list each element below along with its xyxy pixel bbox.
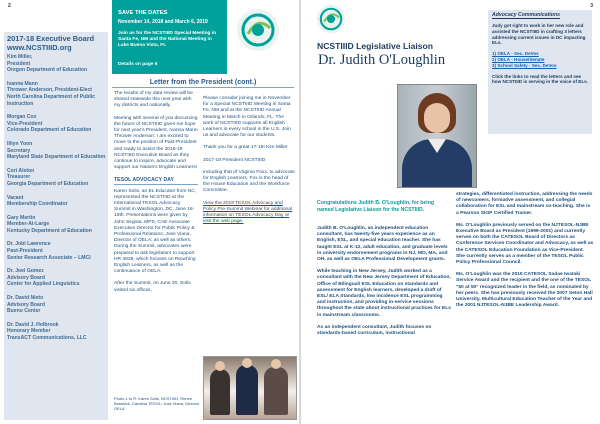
- board-member-role: Past-President: [7, 248, 43, 255]
- board-member-role: Honorary Member: [7, 328, 51, 335]
- bio-paragraph: strategies, differentiated instruction, addressing the needs of newcomers, formative assessment, and collegial collaboration for ESL and mainstream co-teaching. She is a Pearson SIOP Certified Trainer.: [456, 192, 593, 216]
- letter-paragraph: Please consider joining me in November for a Special NCSTIIID Meeting in Santa Fe, NM and at the NCSTIIID Annual Meeting in March in Orlando, FL. The work of NCSTIIID supports all English Learners in every school in the U.S. Join us and advocate for our students.: [203, 96, 291, 139]
- board-member-name: Dr. Joel Gomez: [7, 268, 44, 275]
- save-the-dates-box: [112, 0, 227, 74]
- bio-paragraph: Judith B. O'Loughlin, an independent education consultant, has twenty-five years experience as an English, ESL, and special education teacher. She has taught ESL at K-12, adult education, and graduate levels in university endorsement programs in NJ, MO, MA, and OH, as well as OELA Professional Development grants.: [317, 226, 448, 263]
- board-member: [7, 141, 107, 161]
- board-member: [7, 295, 107, 315]
- board-member-org: TransACT Communications, LLC: [7, 335, 87, 341]
- advocacy-intro: Judy got right to work in her new role and assisted the NCSTIIID in crafting 3 letters addressing current issues in DC impacting ELs.: [492, 23, 586, 46]
- advocacy-communications-box: [488, 10, 592, 134]
- board-member-name: Dr. David J. Holbrook: [7, 321, 59, 328]
- bio-column-1: [317, 226, 451, 343]
- board-member: [7, 81, 107, 107]
- judith-oloughlin-portrait: [397, 84, 477, 188]
- board-member-role: Secretary: [7, 147, 31, 154]
- bio-paragraph: Ms. O'Loughlin was the 2015 CATESOL Sadae Iwataki Service Award and the recipient and the one of the TESOL "50 at 50" recognized leader in the field, as nominated by her peers. She has previously received the 2007 Seton Hall University, Multicultural Education Teacher of the Year and the 2001 NJTESOL-NJBE Leadership Award.: [456, 272, 593, 309]
- board-member-role: Treasurer: [7, 174, 31, 181]
- tesol-paragraph: including that of Virginia Foxx, to advocate for English Learners. Fox is the head of the House Education and the Workforce Committee.: [203, 169, 295, 194]
- board-member-org: Bueno Center: [7, 308, 41, 315]
- right-page: [301, 0, 600, 424]
- tesol-summit-photo: [203, 356, 297, 420]
- letter-paragraph: Meeting with several of you discussing the future of NCSTIIID gives me hope for next year's President, Ivanna Mann Thrower Anderson. I am excited to move to the position of Past-President and ready to assist the 2018-19 NCSTIIID Executive Board as they continue to inspire, advocate and support our Nation's English Learners!: [114, 115, 198, 171]
- letter-link-oela-house-senate[interactable]: 2) OELA - House/Senate: [492, 56, 545, 62]
- board-member-org: Center for Applied Linguistics: [7, 281, 80, 288]
- letter-signature: 2017-18 President NCSTIIID: [203, 157, 266, 163]
- tesol-advocacy-header: TESOL ADVOCACY DAY: [114, 177, 198, 184]
- board-member-role: Membership Coordinator: [7, 201, 68, 208]
- left-page: [0, 0, 299, 424]
- photo-caption: Photo L to R: Karen Solis, NCSTIIID; Renee Bostwick, Carolina TESOL; Jose Viana, Director OELA: [114, 396, 200, 411]
- ncstiiid-logo: [236, 8, 280, 52]
- letter-paragraph: The results of my data review will be shared statewide this next year with my districts and nationally.: [114, 91, 193, 109]
- liaison-name: Dr. Judith O'Loughlin: [318, 52, 446, 68]
- board-member-name: Dr. David Nieto: [7, 295, 44, 302]
- board-member-name: Dr. Jobi Lawrence: [7, 241, 51, 248]
- board-member-role: President: [7, 60, 31, 67]
- advocacy-outro: Click the links to read the letters and see how NCSTIIID is serving in the voice of ELs.: [492, 73, 588, 85]
- save-dates-details-link[interactable]: Details on page 5: [118, 62, 158, 67]
- board-member-role: Member-At-Large: [7, 221, 50, 228]
- board-member-role: Advisory Board: [7, 301, 45, 308]
- webinar-link[interactable]: View the 2018 TESOL Advocacy and Policy Pre-Summit Webinar for additional information on TESOL Advocacy Day or visit the web page.: [203, 200, 293, 225]
- board-member-list: [7, 54, 107, 349]
- board-member-org: Colorado Department of Education: [7, 127, 92, 134]
- save-dates-dates: November 14, 2018 and March 6, 2019: [118, 19, 208, 25]
- letter-header: Letter from the President (cont.): [112, 79, 294, 88]
- letter-signoff: Thank you for a great 17-18! Kim Miller: [203, 145, 288, 151]
- liaison-title: NCSTIIID Legislative Liaison: [317, 41, 434, 51]
- tesol-paragraph: Karen Solis, an EL Educator from NC, represented the NCSTIIID at the International TESOL Advocacy Summit in Washington, DC. June 18-19th. Presentations were given by John Segota, MPS, CAE Associate Executive Director for Public Policy & Professional Relations; Jose Viana, Director of OELA; as well as others. During the Summit, advocates were prepared to ask legislators to support HR 4838, which focuses on Reaching English Learners, as well as the continuance of OELA.: [114, 188, 197, 275]
- board-member-name: Illiyn Yoon: [7, 140, 33, 147]
- board-member-org: North Carolina Department of Public Instruction: [7, 93, 96, 107]
- page-number-right: 3: [590, 3, 593, 9]
- congratulations-text: Congratulations Judith B. O'Loughlin, for being named Legislative Liaison for the NCSTIIID.: [317, 200, 435, 213]
- board-member-role: Thrower Anderson, President-Elect: [7, 87, 93, 94]
- board-member-name: Kim Miller,: [7, 54, 33, 60]
- board-member-name: Cori Alston: [7, 167, 35, 174]
- board-member-org: Kentucky Department of Education: [7, 227, 92, 234]
- board-member: [7, 114, 107, 134]
- tesol-paragraph: After the Summit, on June 20, Solis visited six offices,: [114, 281, 191, 293]
- ncstiiid-logo-small: [316, 4, 346, 34]
- board-member-org: Maryland State Department of Education: [7, 154, 106, 161]
- letter-column-1: [114, 91, 198, 300]
- board-member-org: Senior Research Associate – LMCI: [7, 254, 91, 261]
- executive-board-title: 2017-18 Executive Board www.NCSTIIID.org: [7, 34, 95, 52]
- board-member: [7, 54, 107, 74]
- board-member-name: Ivanna Mann: [7, 80, 38, 87]
- board-member-role: Advisory Board: [7, 274, 45, 281]
- board-member-org: Georgia Department of Education: [7, 180, 89, 187]
- save-dates-title: SAVE THE DATES: [118, 10, 168, 16]
- advocacy-body: [492, 23, 589, 85]
- board-member: [7, 195, 107, 208]
- board-member: [7, 268, 107, 288]
- board-member: [7, 168, 107, 188]
- letter-link-school-safety[interactable]: 3) School Safety - Sec. DeVos: [492, 62, 557, 68]
- page-number-left: 2: [8, 3, 11, 9]
- board-member-name: Gary Martin: [7, 214, 36, 221]
- board-member-name: Vacant: [7, 194, 24, 201]
- executive-board-sidebar: [4, 32, 108, 420]
- board-member-role: Vice-President: [7, 120, 43, 127]
- bio-paragraph: Ms. O'Loughlin previously served on the NJTESOL-NJBE Executive Board as President (1999-2001) and currently serves on both the CATESOL Board of Directors as Conference Services Coordinator and Advocacy, as well as the CATESOL Education Foundation as Vice-President. She currently serves as a member of the TESOL Public Policy Professional Council.: [456, 222, 594, 266]
- board-member-org: Oregon Department of Education: [7, 67, 88, 74]
- board-member: [7, 241, 107, 261]
- save-dates-text: Join us for the NCSTIIID Special Meeting in Santa Fe, NM and the National Meeting in Lake Buena Vista, FL: [118, 31, 217, 49]
- advocacy-title: Advocacy Communications: [492, 12, 561, 18]
- letter-column-2: [203, 96, 295, 231]
- letter-link-oela-devos[interactable]: 1) OELA - Sec. DeVos: [492, 51, 539, 57]
- board-member: [7, 322, 107, 342]
- board-member: [7, 215, 107, 235]
- bio-paragraph: While teaching in New Jersey, Judith worked as a consultant with the New Jersey Department of Education, Office of Bilingual/ ESL Education on standards and assessment for English learners, developed a draft of ESL/ ELA Standards, low incidence ESL programming and instruction, and providing in-service sessions throughout the state about instructional practices for ELs in mainstream classrooms.: [317, 269, 451, 318]
- bio-column-2: [456, 192, 594, 315]
- bio-paragraph: As an independent consultant, Judith focuses on standards-based curriculum, instructional: [317, 324, 432, 337]
- board-member-name: Morgan Cox: [7, 114, 37, 121]
